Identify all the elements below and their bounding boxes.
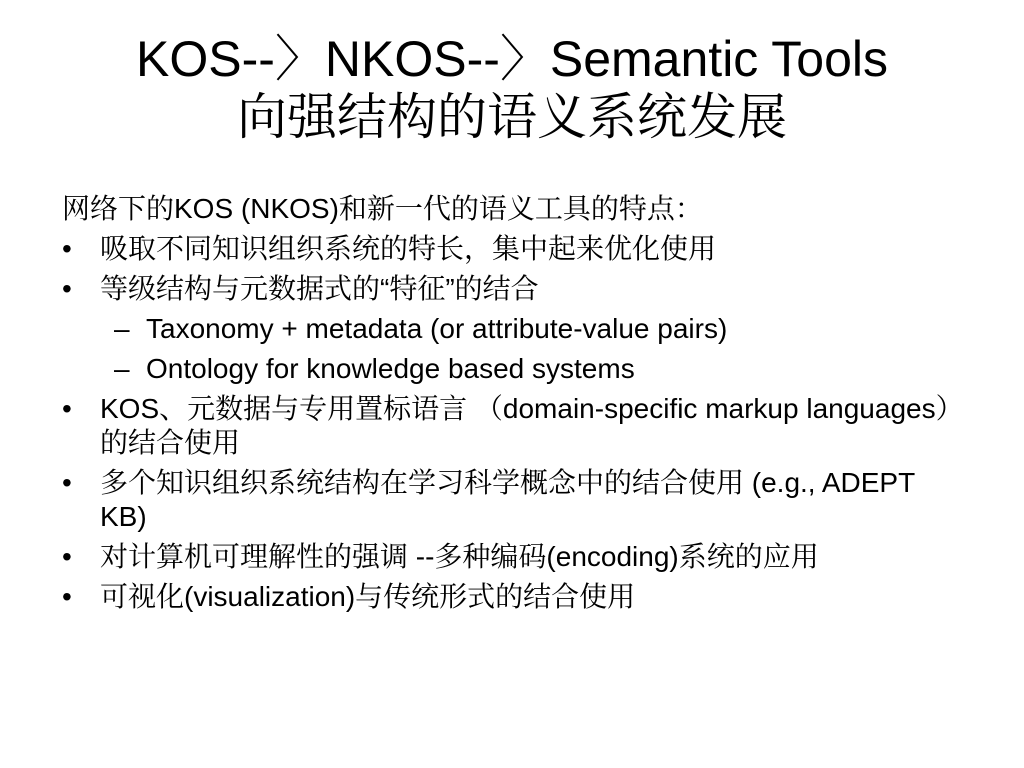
bullet-text: 吸取不同知识组织系统的特长，集中起来优化使用 [100, 233, 717, 264]
bullet-icon: • [62, 273, 72, 304]
bullet-list [62, 232, 962, 614]
bullet-text: KOS、元数据与专用置标语言 （domain-specific markup languages）的结合使用 [100, 393, 950, 458]
bullet-icon: • [62, 541, 72, 572]
bullet-item [62, 392, 962, 460]
bullet-text: 对计算机可理解性的强调 --多种编码(encoding)系统的应用 [100, 541, 819, 572]
sub-bullet-item [100, 352, 962, 386]
sub-bullet-text: Ontology for knowledge based systems [146, 353, 635, 384]
sub-bullet-text: Taxonomy + metadata (or attribute-value pairs) [146, 313, 728, 344]
title-line-2: 向强结构的语义系统发展 [237, 89, 787, 145]
bullet-icon: • [62, 581, 72, 612]
dash-icon: – [114, 353, 130, 384]
sub-bullet-item [100, 312, 962, 346]
bullet-icon: • [62, 393, 72, 424]
bullet-item [62, 272, 962, 386]
slide-body [62, 192, 962, 620]
bullet-text: 可视化(visualization)与传统形式的结合使用 [100, 581, 636, 612]
bullet-item [62, 580, 962, 614]
title-line-1: KOS--〉NKOS--〉Semantic Tools [135, 31, 889, 87]
slide-title [40, 30, 984, 146]
bullet-item [62, 540, 962, 574]
bullet-text: 等级结构与元数据式的“特征”的结合 [100, 273, 539, 304]
dash-icon: – [114, 313, 130, 344]
bullet-icon: • [62, 467, 72, 498]
bullet-item [62, 466, 962, 534]
bullet-item [62, 232, 962, 266]
bullet-text: 多个知识组织系统结构在学习科学概念中的结合使用 (e.g., ADEPT KB) [100, 467, 915, 532]
sub-bullet-list [100, 312, 962, 386]
intro-text: 网络下的KOS (NKOS)和新一代的语义工具的特点： [62, 193, 703, 224]
bullet-icon: • [62, 233, 72, 264]
